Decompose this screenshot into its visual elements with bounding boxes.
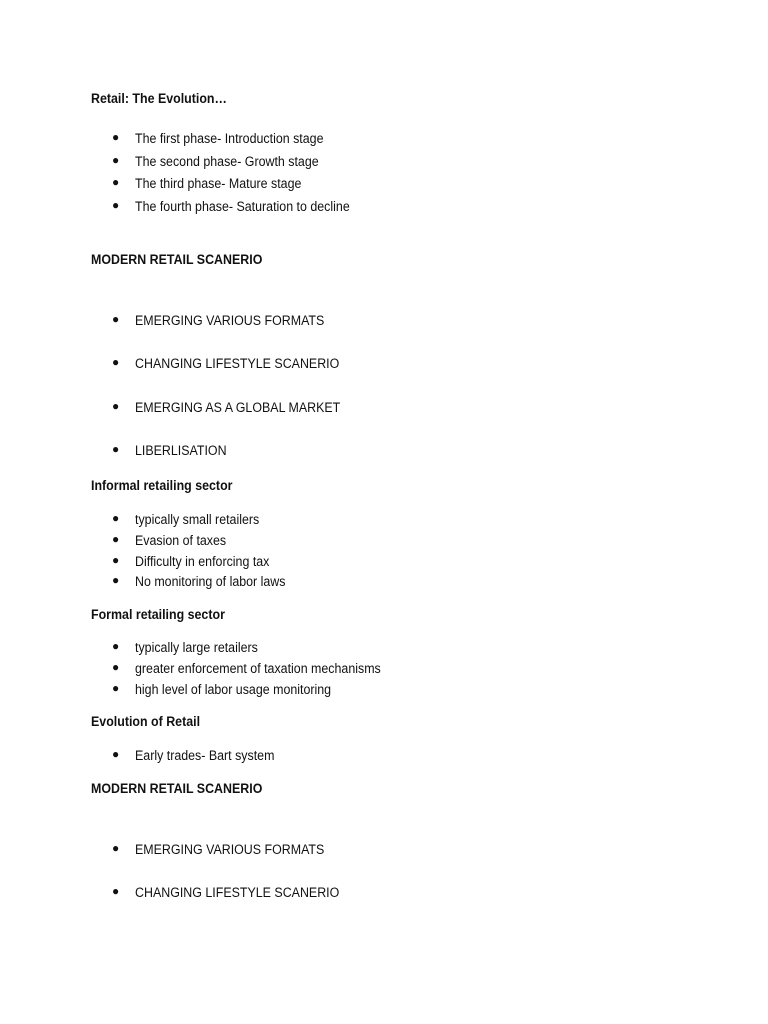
bullet-icon: ● xyxy=(112,312,120,326)
bullet-icon: ● xyxy=(112,660,120,674)
section-heading-retail-evolution: Retail: The Evolution… xyxy=(91,91,227,106)
section-heading-modern-retail: MODERN RETAIL SCANERIO xyxy=(91,252,263,267)
bullet-icon: ● xyxy=(112,747,120,761)
bullet-icon: ● xyxy=(112,884,120,898)
document-page: Retail: The Evolution… ● The first phase- Introduction stage ● The second phase- Growth stage ● The third phase- Mature stage ● The fourth phase- Saturation to decline MODERN RETAIL SCANERIO ● EMERGING VARIOUS FORMATS ● CHANGING LIFESTYLE SCANERIO ● EMERGING AS A GLOBAL MARKET ● LIBERLISATION Informal retailing sector ● typically small retailers ● Evasion of taxes ● Difficulty in enforcing tax ● No monitoring of labor laws Formal retailing sector ● typically large retailers ● greater enforcement of taxation mechanisms ● high level of labor usage monitoring Evolution of Retail ● Early trades- Bart system MODERN RETAIL SCANERIO ● EMERGING VARIOUS FORMATS ● CHANGING LIFESTYLE SCANERIO xyxy=(91,91,381,900)
bullet-icon: ● xyxy=(112,841,120,855)
bullet-icon: ● xyxy=(112,198,120,212)
bullet-icon: ● xyxy=(112,153,120,167)
bullet-icon: ● xyxy=(112,399,120,413)
section-heading-formal-retailing: Formal retailing sector xyxy=(91,607,225,622)
section-heading-modern-retail-repeat: MODERN RETAIL SCANERIO xyxy=(91,781,263,796)
bullet-icon: ● xyxy=(112,442,120,456)
bullet-icon: ● xyxy=(112,511,120,525)
section-heading-informal-retailing: Informal retailing sector xyxy=(91,478,233,493)
bullet-icon: ● xyxy=(112,639,120,653)
section-heading-evolution-of-retail: Evolution of Retail xyxy=(91,714,201,729)
bullet-icon: ● xyxy=(112,532,120,546)
bullet-icon: ● xyxy=(112,175,120,189)
bullet-icon: ● xyxy=(112,681,120,695)
bullet-icon: ● xyxy=(112,130,120,144)
bullet-icon: ● xyxy=(112,573,120,587)
bullet-icon: ● xyxy=(112,355,120,369)
bullet-icon: ● xyxy=(112,553,120,567)
